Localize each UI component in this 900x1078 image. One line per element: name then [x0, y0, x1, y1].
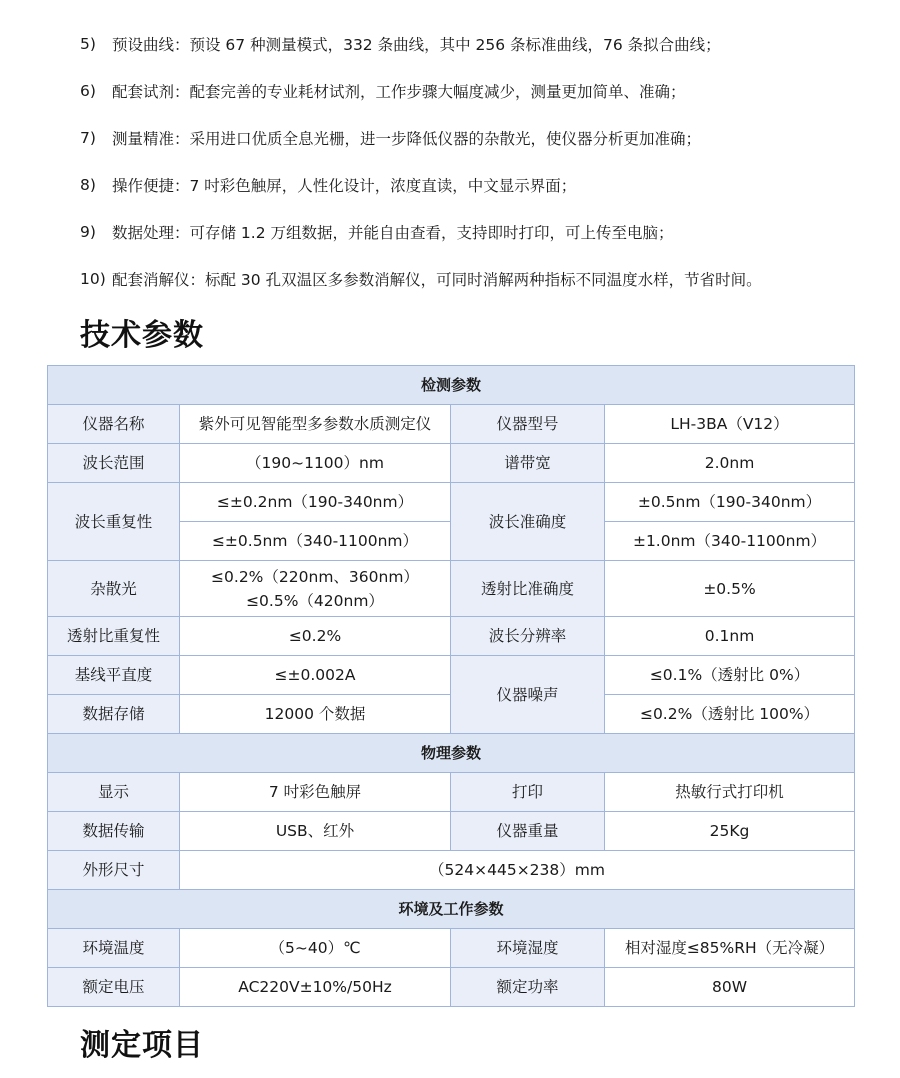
table-row — [48, 929, 855, 968]
param-label: 仪器名称 — [48, 405, 180, 444]
param-label: 额定电压 — [48, 968, 180, 1007]
feature-item — [80, 114, 880, 161]
param-value: （524×445×238）mm — [180, 851, 855, 890]
table-row — [48, 812, 855, 851]
param-value: 12000 个数据 — [180, 695, 451, 734]
param-value: ±1.0nm（340-1100nm） — [605, 522, 855, 561]
physical-params-header: 物理参数 — [48, 734, 855, 773]
feature-number: 9) — [80, 222, 96, 241]
param-value: ≤0.2%（透射比 100%） — [605, 695, 855, 734]
param-label: 波长范围 — [48, 444, 180, 483]
param-label: 谱带宽 — [451, 444, 605, 483]
param-value: 7 吋彩色触屏 — [180, 773, 451, 812]
param-value: ≤±0.5nm（340-1100nm） — [180, 522, 451, 561]
param-value-line: ≤0.5%（420nm） — [246, 591, 384, 610]
param-label: 透射比准确度 — [451, 561, 605, 617]
feature-text: 测量精准：采用进口优质全息光栅，进一步降低仪器的杂散光，使仪器分析更加准确； — [112, 129, 702, 148]
param-value: AC220V±10%/50Hz — [180, 968, 451, 1007]
feature-list — [80, 20, 880, 302]
feature-item — [80, 161, 880, 208]
param-label: 数据传输 — [48, 812, 180, 851]
feature-number: 5) — [80, 34, 96, 53]
param-label: 波长准确度 — [451, 483, 605, 561]
feature-number: 10) — [80, 269, 106, 288]
table-row — [48, 968, 855, 1007]
table-row — [48, 734, 855, 773]
param-label: 杂散光 — [48, 561, 180, 617]
param-label: 仪器型号 — [451, 405, 605, 444]
param-value: ≤0.1%（透射比 0%） — [605, 656, 855, 695]
table-row — [48, 561, 855, 617]
table-row — [48, 851, 855, 890]
param-label: 仪器重量 — [451, 812, 605, 851]
feature-number: 8) — [80, 175, 96, 194]
feature-text: 操作便捷：7 吋彩色触屏，人性化设计，浓度直读，中文显示界面； — [112, 176, 577, 195]
param-label: 额定功率 — [451, 968, 605, 1007]
param-value: ≤±0.2nm（190-340nm） — [180, 483, 451, 522]
param-value: ±0.5nm（190-340nm） — [605, 483, 855, 522]
feature-item — [80, 67, 880, 114]
param-label: 基线平直度 — [48, 656, 180, 695]
param-label: 透射比重复性 — [48, 617, 180, 656]
param-value: ≤±0.002A — [180, 656, 451, 695]
param-value: 25Kg — [605, 812, 855, 851]
param-value: 80W — [605, 968, 855, 1007]
param-value: ±0.5% — [605, 561, 855, 617]
table-row — [48, 366, 855, 405]
param-value: 2.0nm — [605, 444, 855, 483]
param-value: 热敏行式打印机 — [605, 773, 855, 812]
param-value: LH-3BA（V12） — [605, 405, 855, 444]
feature-text: 数据处理：可存储 1.2 万组数据，并能自由查看，支持即时打印，可上传至电脑； — [112, 223, 674, 242]
feature-item — [80, 255, 880, 302]
param-label: 环境温度 — [48, 929, 180, 968]
param-label: 环境湿度 — [451, 929, 605, 968]
param-label: 打印 — [451, 773, 605, 812]
param-label: 外形尺寸 — [48, 851, 180, 890]
table-row — [48, 890, 855, 929]
table-row — [48, 405, 855, 444]
param-value-line: ≤0.2%（220nm、360nm） — [211, 567, 419, 586]
table-row — [48, 656, 855, 695]
param-value: （5~40）℃ — [180, 929, 451, 968]
detect-params-header: 检测参数 — [48, 366, 855, 405]
param-value — [180, 561, 451, 617]
param-value: 相对湿度≤85%RH（无冷凝） — [605, 929, 855, 968]
table-row — [48, 483, 855, 522]
feature-item — [80, 208, 880, 255]
feature-text: 配套消解仪：标配 30 孔双温区多参数消解仪，可同时消解两种指标不同温度水样，节省时间。 — [112, 270, 762, 289]
param-label: 波长重复性 — [48, 483, 180, 561]
feature-text: 配套试剂：配套完善的专业耗材试剂，工作步骤大幅度减少，测量更加简单、准确； — [112, 82, 686, 101]
param-label: 波长分辨率 — [451, 617, 605, 656]
table-row — [48, 444, 855, 483]
feature-text: 预设曲线：预设 67 种测量模式，332 条曲线，其中 256 条标准曲线，76 条拟合曲线； — [112, 35, 721, 54]
feature-item — [80, 20, 880, 67]
param-value: USB、红外 — [180, 812, 451, 851]
feature-number: 6) — [80, 81, 96, 100]
param-value: 0.1nm — [605, 617, 855, 656]
tech-params-table — [47, 365, 855, 1007]
table-row — [48, 617, 855, 656]
tech-params-title: 技术参数 — [80, 318, 204, 353]
param-label: 仪器噪声 — [451, 656, 605, 734]
table-row — [48, 773, 855, 812]
param-value: ≤0.2% — [180, 617, 451, 656]
param-label: 数据存储 — [48, 695, 180, 734]
param-label: 显示 — [48, 773, 180, 812]
env-params-header: 环境及工作参数 — [48, 890, 855, 929]
param-value: （190~1100）nm — [180, 444, 451, 483]
param-value: 紫外可见智能型多参数水质测定仪 — [180, 405, 451, 444]
test-items-title: 测定项目 — [80, 1028, 204, 1063]
feature-number: 7) — [80, 128, 96, 147]
